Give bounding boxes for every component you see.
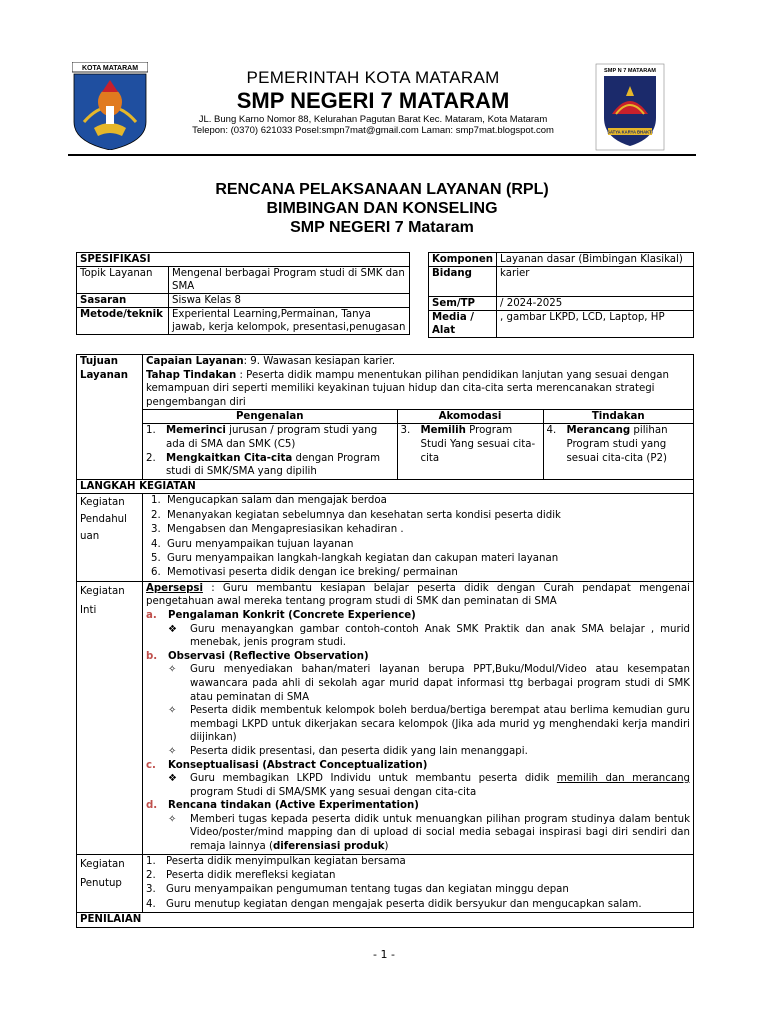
item-text: jurusan / program studi yang ada di SMA dan SMK (C5)	[166, 425, 378, 450]
letterhead	[68, 60, 696, 156]
item-verb: Merancang	[566, 425, 631, 437]
bullet-text: program Studi di SMA/SMK yang sesuai dengan cita-cita	[190, 786, 477, 798]
bullet-emphasis: memilih dan merancang	[556, 773, 690, 785]
penutup-label	[77, 854, 143, 913]
letterhead-divider	[68, 154, 696, 156]
list-item: 6. Memotivasi peserta didik dengan ice breking/ permainan	[164, 566, 690, 580]
list-item	[146, 424, 394, 451]
list-item	[146, 869, 690, 883]
spec-label: Media / Alat	[429, 311, 497, 338]
item-number: 1.	[146, 425, 156, 437]
right-logo-motto: SATYA KARYA BHAKTI	[607, 129, 653, 135]
label-line: Kegiatan	[80, 858, 125, 870]
bullet-text: Peserta didik membentuk kelompok boleh berdua/bertiga berempat atau berlima kemudian guru membagi LKPD untuk dikerjakan secara kelompok (Jika ada murid yg menghendaki kerja mandiri diijinkan)	[190, 705, 690, 744]
spec-value: Layanan dasar (Bimbingan Klasikal)	[497, 253, 694, 267]
list-item	[146, 898, 690, 912]
list-item	[146, 855, 690, 869]
tujuan-label: Tujuan Layanan	[77, 355, 143, 480]
tahap-value: : Peserta didik mampu menentukan pilihan pendidikan lanjutan yang sesuai dengan kemampuan diri seperti memiliki keyakinan tujuan hidup dan cita-cita serta merencanakan strategi pengembangan diri	[146, 369, 669, 408]
item-number: 4.	[146, 898, 156, 910]
kota-mataram-logo	[72, 62, 148, 150]
item-number: 2.	[146, 452, 156, 464]
four-star-bullet-icon: ✧	[168, 745, 177, 757]
item-number: 4.	[546, 425, 557, 437]
list-item	[146, 883, 690, 897]
bullet-text: )	[384, 841, 389, 853]
bullet-text: Memberi tugas kepada peserta didik untuk menuangkan pilihan program studinya dalam bentuk Video/poster/mind mapping dan di upload di social media sebagai inspirasi bagi diri sendiri dan remaja lainnya (	[190, 813, 690, 853]
activity-table	[76, 354, 694, 928]
step-letter: d.	[146, 800, 158, 812]
spec-value: / 2024-2025	[497, 297, 694, 311]
bullet-item	[146, 745, 690, 759]
inti-content	[143, 581, 694, 854]
page-number: - 1 -	[373, 948, 395, 961]
item-text: Peserta didik merefleksi kegiatan	[166, 870, 336, 882]
step-b	[146, 650, 690, 664]
bullet-text: Guru menyediakan bahan/materi layanan berupa PPT,Buku/Modul/Video atau kesempatan wawancara pada ahli di sekolah agar murid dapat informasi ttg berbagai program studi di SMK atau peminatan di SMA	[190, 664, 690, 703]
school-contact: Telepon: (0370) 621033 Posel:smpn7mat@gmail.com Laman: smp7mat.blogspot.com	[192, 125, 554, 136]
list-item	[401, 424, 540, 465]
left-logo-caption: KOTA MATARAM	[81, 65, 139, 72]
item-text: Guru menutup kegiatan dengan mengajak peserta didik bersyukur dan mengucapkan salam.	[166, 898, 642, 910]
school-address: JL. Bung Karno Nomor 88, Kelurahan Pagutan Barat Kec. Mataram, Kota Mataram	[198, 114, 548, 125]
item-number: 1.	[146, 855, 156, 867]
capaian-layanan	[143, 355, 693, 369]
list-item: 1. Mengucapkan salam dan mengajak berdoa	[164, 494, 690, 508]
label-line: Penutup	[80, 877, 122, 889]
list-item: 5. Guru menyampaikan langkah-langkah kegiatan dan cakupan materi layanan	[164, 552, 690, 566]
item-text: pilihan Program studi yang sesuai cita-cita (P2)	[566, 425, 668, 464]
bullet-text: Guru menayangkan gambar contoh-contoh Anak SMK Praktik dan anak SMA belajar , murid menebak, jenis program studi.	[190, 623, 690, 649]
item-text: Program Studi Yang sesuai cita-cita	[420, 425, 536, 464]
four-star-bullet-icon: ✧	[168, 813, 177, 825]
tahap-tindakan	[143, 369, 693, 410]
label-line: uan	[80, 531, 100, 543]
column-header: Tindakan	[543, 410, 693, 424]
item-number: 2.	[146, 870, 156, 882]
item-verb: Mengkaitkan Cita-cita	[166, 452, 293, 464]
list-item	[146, 452, 394, 479]
label-line: Kegiatan	[80, 585, 125, 597]
item-verb: Memerinci	[166, 425, 226, 437]
apersepsi	[146, 582, 690, 609]
spec-value: Mengenal berbagai Program studi di SMK dan SMA	[169, 267, 410, 294]
item-text: Peserta didik menyimpulkan kegiatan bersama	[166, 855, 406, 867]
item-text: Guru menyampaikan pengumuman tentang tugas dan kegiatan minggu depan	[166, 884, 569, 896]
label-line: Pendahul	[80, 514, 127, 526]
bullet-item	[146, 623, 690, 650]
title-line-2: BIMBINGAN DAN KONSELING	[266, 200, 498, 217]
bullet-text: Guru membagikan LKPD Individu untuk membantu peserta didik	[190, 773, 557, 785]
spec-value: Siswa Kelas 8	[169, 294, 410, 308]
step-title: Konseptualisasi (Abstract Conceptualization)	[168, 759, 428, 771]
government-name: PEMERINTAH KOTA MATARAM	[246, 68, 500, 87]
diamond-bullet-icon: ❖	[168, 773, 177, 785]
right-logo-caption: SMP N 7 MATARAM	[604, 68, 656, 74]
bullet-item	[146, 704, 690, 745]
apersepsi-label: Apersepsi	[146, 582, 203, 594]
title-line-1: RENCANA PELAKSANAAN LAYANAN (RPL)	[215, 181, 549, 198]
spec-label: Sem/TP	[429, 297, 497, 311]
spec-label: Bidang	[429, 267, 497, 297]
step-c	[146, 759, 690, 773]
apersepsi-text: : Guru membantu kesiapan belajar peserta didik dengan Curah pendapat mengenai pengetahuan awal mereka tentang program studi di SMK dan peminatan di SMA	[146, 582, 690, 608]
bullet-item	[146, 772, 690, 799]
spec-table-right	[428, 252, 694, 338]
school-name: SMP NEGERI 7 MATARAM	[236, 88, 510, 113]
label-line: Inti	[80, 604, 97, 616]
spec-table-left	[76, 252, 410, 335]
spec-value: Experiental Learning,Permainan, Tanya jawab, kerja kelompok, presentasi,penugasan	[169, 308, 410, 335]
spec-label: Sasaran	[77, 294, 169, 308]
label-line: Kegiatan	[80, 497, 125, 509]
tindakan-cell	[543, 424, 693, 479]
step-title: Rencana tindakan (Active Experimentation)	[168, 800, 419, 812]
step-letter: a.	[146, 609, 157, 621]
pendahuluan-label	[77, 494, 143, 581]
spec-label: Topik Layanan	[77, 267, 169, 294]
step-subtitle: (Reflective Observation)	[225, 650, 369, 662]
list-item: 3. Mengabsen dan Mengapresiasikan kehadiran .	[164, 523, 690, 537]
four-star-bullet-icon: ✧	[168, 664, 177, 676]
list-item	[547, 424, 691, 465]
four-star-bullet-icon: ✧	[168, 705, 177, 717]
step-letter: b.	[146, 650, 158, 662]
pengenalan-cell	[143, 424, 397, 479]
item-text: dengan Program studi di SMK/SMA yang dipilih	[166, 452, 381, 478]
bullet-emphasis: diferensiasi produk	[273, 841, 385, 853]
bullet-text: Peserta didik presentasi, dan peserta didik yang lain menanggapi.	[190, 745, 528, 757]
inti-label	[77, 581, 143, 854]
item-number: 3.	[400, 425, 411, 437]
spec-label: Komponen	[429, 253, 497, 267]
capaian-value: : 9. Wawasan kesiapan karier.	[243, 356, 396, 367]
akomodasi-cell	[397, 424, 543, 479]
spec-value: karier	[497, 267, 694, 297]
step-letter: c.	[146, 759, 156, 771]
item-number: 3.	[146, 884, 156, 896]
tujuan-stage-table	[143, 409, 693, 478]
langkah-header: LANGKAH KEGIATAN	[77, 479, 694, 494]
tahap-label: Tahap Tindakan	[146, 369, 237, 381]
capaian-label: Capaian Layanan	[146, 356, 244, 367]
penilaian-header: PENILAIAN	[77, 913, 694, 928]
penutup-content	[143, 854, 694, 913]
bullet-item	[146, 663, 690, 704]
step-title: Pengalaman Konkrit (Concrete Experience)	[168, 609, 416, 621]
list-item: 4. Guru menyampaikan tujuan layanan	[164, 538, 690, 552]
step-title: Observasi	[168, 650, 226, 662]
column-header: Akomodasi	[397, 410, 543, 424]
spec-header: SPESIFIKASI	[77, 253, 410, 267]
spec-value: , gambar LKPD, LCD, Laptop, HP	[497, 311, 694, 338]
smp7-logo	[594, 62, 666, 152]
title-line-3: SMP NEGERI 7 Mataram	[290, 219, 474, 236]
item-verb: Memilih	[420, 425, 466, 437]
list-item: 2. Menanyakan kegiatan sebelumnya dan kesehatan serta kondisi peserta didik	[164, 509, 690, 523]
pendahuluan-content	[143, 494, 694, 581]
step-d	[146, 799, 690, 813]
spec-label: Metode/teknik	[77, 308, 169, 335]
letterhead-text	[158, 68, 588, 136]
step-a	[146, 609, 690, 623]
document-title	[68, 180, 696, 237]
column-header: Pengenalan	[143, 410, 397, 424]
diamond-bullet-icon: ❖	[168, 623, 177, 635]
bullet-item	[146, 813, 690, 854]
